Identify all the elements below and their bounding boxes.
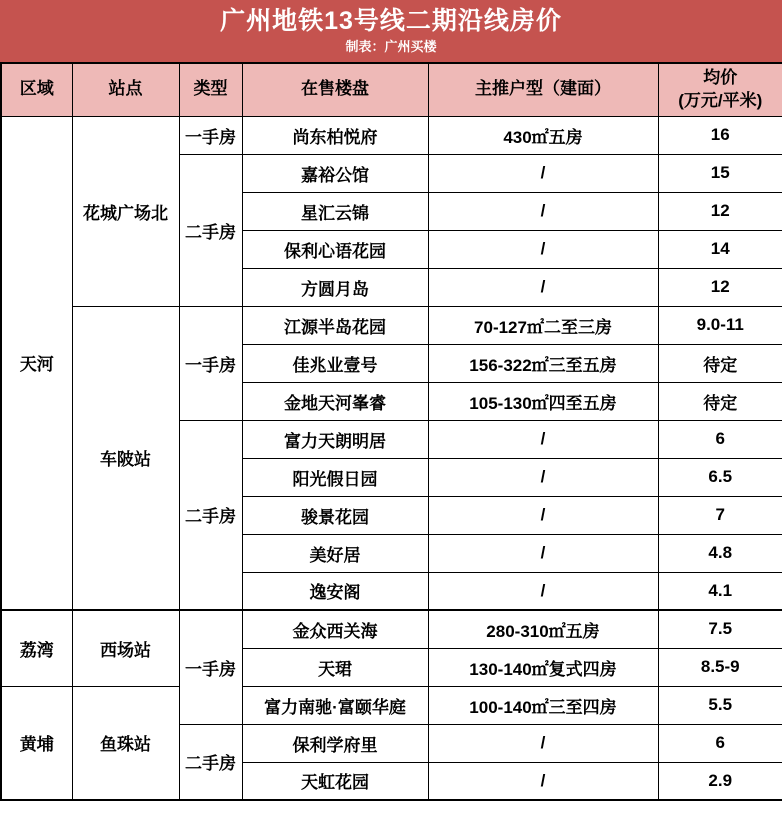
building-cell: 阳光假日园: [242, 458, 428, 496]
layout-cell: 156-322㎡三至五房: [428, 344, 658, 382]
layout-cell: /: [428, 154, 658, 192]
table-row-6: [1, 306, 782, 344]
price-table: [0, 62, 782, 801]
layout-cell: 70-127㎡二至三房: [428, 306, 658, 344]
layout-cell: /: [428, 572, 658, 610]
table-row-14: [1, 610, 782, 648]
building-cell: 佳兆业壹号: [242, 344, 428, 382]
price-cell: 12: [658, 192, 782, 230]
building-cell: 方圆月岛: [242, 268, 428, 306]
price-cell: 4.8: [658, 534, 782, 572]
page-subtitle: 制表：广州买楼: [345, 39, 437, 54]
layout-cell: /: [428, 496, 658, 534]
layout-cell: /: [428, 534, 658, 572]
price-cell: 6: [658, 724, 782, 762]
type-cell: 一手房: [179, 610, 242, 724]
layout-cell: /: [428, 192, 658, 230]
building-cell: 保利心语花园: [242, 230, 428, 268]
layout-cell: /: [428, 762, 658, 800]
type-cell: 二手房: [179, 420, 242, 610]
building-cell: 江源半岛花园: [242, 306, 428, 344]
layout-cell: 100-140㎡三至四房: [428, 686, 658, 724]
price-cell: 12: [658, 268, 782, 306]
price-cell: 16: [658, 116, 782, 154]
layout-cell: /: [428, 420, 658, 458]
type-cell: 一手房: [179, 116, 242, 154]
type-cell: 一手房: [179, 306, 242, 420]
building-cell: 天珺: [242, 648, 428, 686]
title-bar: [0, 0, 782, 62]
building-cell: 富力天朗明居: [242, 420, 428, 458]
building-cell: 保利学府里: [242, 724, 428, 762]
price-cell: 8.5-9: [658, 648, 782, 686]
price-cell: 待定: [658, 382, 782, 420]
column-header-5: 均价 (万元/平米): [658, 63, 782, 116]
building-cell: 金众西关海: [242, 610, 428, 648]
building-cell: 嘉裕公馆: [242, 154, 428, 192]
station-cell: 车陂站: [72, 306, 179, 610]
price-cell: 4.1: [658, 572, 782, 610]
price-cell: 待定: [658, 344, 782, 382]
type-cell: 二手房: [179, 154, 242, 306]
column-header-4: 主推户型（建面）: [428, 63, 658, 116]
table-body: [1, 116, 782, 800]
price-cell: 7.5: [658, 610, 782, 648]
price-cell: 2.9: [658, 762, 782, 800]
layout-cell: 130-140㎡复式四房: [428, 648, 658, 686]
building-cell: 尚东柏悦府: [242, 116, 428, 154]
column-header-0: 区域: [1, 63, 72, 116]
station-cell: 花城广场北: [72, 116, 179, 306]
price-cell: 7: [658, 496, 782, 534]
building-cell: 美好居: [242, 534, 428, 572]
header-row: [1, 63, 782, 116]
column-header-1: 站点: [72, 63, 179, 116]
column-header-3: 在售楼盘: [242, 63, 428, 116]
price-cell: 14: [658, 230, 782, 268]
region-cell: 荔湾: [1, 610, 72, 686]
layout-cell: 105-130㎡四至五房: [428, 382, 658, 420]
building-cell: 天虹花园: [242, 762, 428, 800]
station-cell: 鱼珠站: [72, 686, 179, 800]
building-cell: 逸安阁: [242, 572, 428, 610]
price-cell: 9.0-11: [658, 306, 782, 344]
price-cell: 5.5: [658, 686, 782, 724]
column-header-2: 类型: [179, 63, 242, 116]
building-cell: 星汇云锦: [242, 192, 428, 230]
table-row-1: [1, 116, 782, 154]
type-cell: 二手房: [179, 724, 242, 800]
layout-cell: /: [428, 458, 658, 496]
table-row-16: [1, 686, 782, 724]
price-cell: 6: [658, 420, 782, 458]
building-cell: 富力南驰·富颐华庭: [242, 686, 428, 724]
layout-cell: /: [428, 724, 658, 762]
price-cell: 15: [658, 154, 782, 192]
building-cell: 金地天河峯睿: [242, 382, 428, 420]
layout-cell: /: [428, 268, 658, 306]
price-cell: 6.5: [658, 458, 782, 496]
layout-cell: 280-310㎡五房: [428, 610, 658, 648]
page-title: 广州地铁13号线二期沿线房价: [220, 7, 562, 35]
station-cell: 西场站: [72, 610, 179, 686]
building-cell: 骏景花园: [242, 496, 428, 534]
region-cell: 黄埔: [1, 686, 72, 800]
layout-cell: 430㎡五房: [428, 116, 658, 154]
region-cell: 天河: [1, 116, 72, 610]
layout-cell: /: [428, 230, 658, 268]
